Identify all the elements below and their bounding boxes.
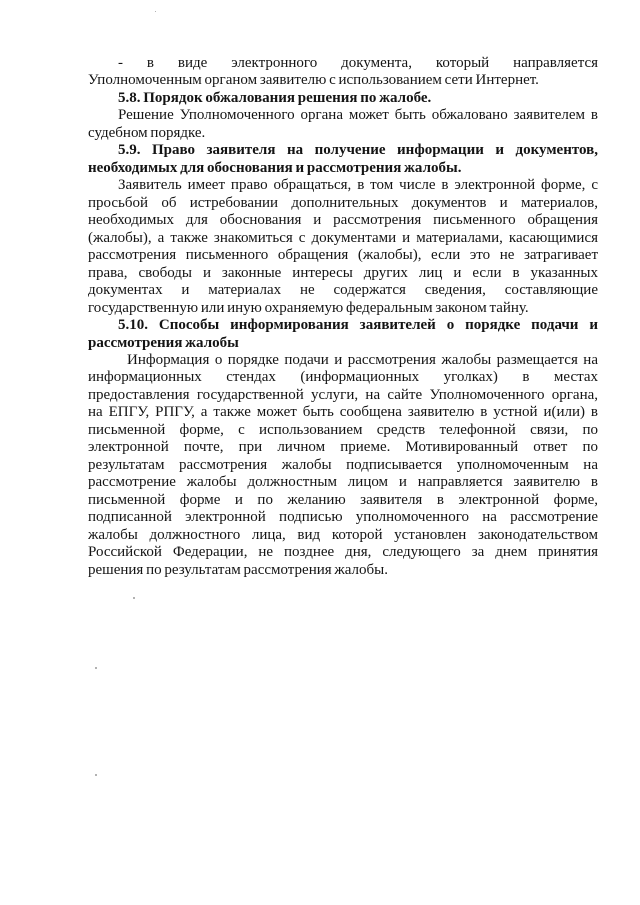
body-text-line: электронной почте, при личном приеме. Мотивированный ответ по [88,439,598,456]
section-5-9 [88,142,598,317]
scan-speck [95,774,97,776]
body-text-line: Решение Уполномоченного органа может быть обжаловано заявителем в [118,107,598,124]
body-text-line: решения по результатам рассмотрения жалобы. [88,561,389,578]
body-text-line: Уполномоченным органом заявителю с использованием сети Интернет. [88,72,539,89]
intro-paragraph [88,55,598,90]
section-heading-line: рассмотрения жалобы [88,334,239,351]
body-text-line: судебном порядке. [88,124,206,141]
body-text-line: жалобы должностного лица, вид которой установлен законодательством [88,526,598,543]
body-text-line: Российской Федерации, не позднее дня, следующего за днем принятия [88,544,598,561]
body-text-line: документах и материалах не содержатся сведения, составляющие [88,282,598,299]
body-text-line: письменной форме, с использованием средств телефонной связи, по [88,421,598,438]
body-text-line: рассмотрения письменного обращения (жалобы), если это не затрагивает [88,247,598,264]
body-text-line: права, свободы и законные интересы других лиц и если в указанных [88,264,598,281]
section-heading: 5.8. Порядок обжалования решения по жалобе. [118,89,432,106]
scan-speck [133,597,135,599]
body-text-line: подписанной электронной подписью уполномоченного на рассмотрение [88,509,598,526]
body-text-line: Информация о порядке подачи и рассмотрения жалобы размещается на [127,351,598,368]
body-text-line: предоставления государственной услуги, на сайте Уполномоченного органа, [88,386,598,403]
body-text-line: (жалобы), а также знакомиться с документами и материалами, касающимися [88,229,598,246]
scan-speck [95,667,97,669]
scan-speck [155,11,156,12]
body-text-line: необходимых для обоснования и рассмотрения письменного обращения [88,212,598,229]
body-text-line: информационных стендах (информационных уголках) в местах [88,369,598,386]
section-5-8 [88,90,598,142]
body-text-line: - в виде электронного документа, который направляется [118,55,598,71]
section-heading-line: 5.10. Способы информирования заявителей о порядке подачи и [118,317,598,334]
section-heading-line: необходимых для обоснования и рассмотрения жалобы. [88,159,462,176]
body-text-line: государственную или иную охраняемую федеральным законом тайну. [88,299,529,316]
body-text-line: письменной форме и по желанию заявителя в электронной форме, [88,491,598,508]
body-text-line: рассмотрение жалобы должностным лицом и направляется заявителю в [88,474,598,491]
document-body [88,55,598,579]
section-5-10 [88,317,598,579]
body-text-line: Заявитель имеет право обращаться, в том числе в электронной форме, с [118,177,598,194]
body-text-line: на ЕПГУ, РПГУ, а также может быть сообщена заявителю в устной и(или) в [88,404,598,421]
section-heading-line: 5.9. Право заявителя на получение информации и документов, [118,142,598,159]
body-text-line: просьбой об истребовании дополнительных документов и материалов, [88,194,598,211]
body-text-line: результатам рассмотрения жалобы подписывается уполномоченным на [88,456,598,473]
